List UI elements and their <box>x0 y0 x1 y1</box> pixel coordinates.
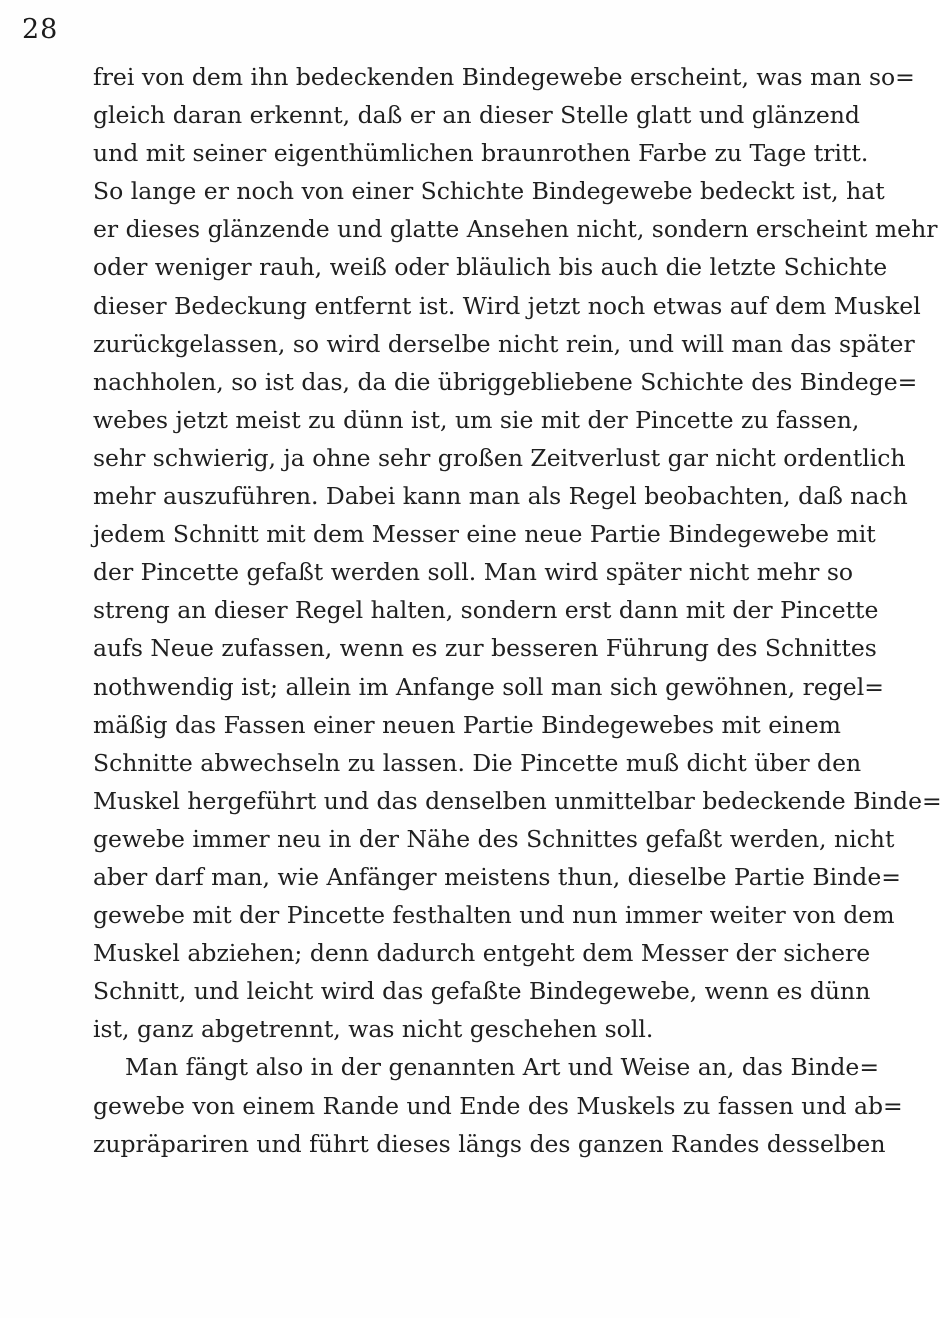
page-number: 28 <box>22 14 59 45</box>
text-line: sehr schwierig, ja ohne sehr großen Zeitverlust gar nicht ordentlich <box>93 443 906 472</box>
text-line: nothwendig ist; allein im Anfange soll man sich gewöhnen, regel= <box>93 672 884 701</box>
text-line: Schnitt, und leicht wird das gefaßte Bindegewebe, wenn es dünn <box>93 977 871 1006</box>
text-line: Man fängt also in der genannten Art und Weise an, das Binde= <box>125 1053 880 1082</box>
text-line: der Pincette gefaßt werden soll. Man wird später nicht mehr so <box>93 558 854 587</box>
text-line: gewebe mit der Pincette festhalten und nun immer weiter von dem <box>93 901 895 930</box>
text-line: nachholen, so ist das, da die übriggebliebene Schichte des Bindege= <box>93 367 918 396</box>
text-line: gewebe immer neu in der Nähe des Schnittes gefaßt werden, nicht <box>93 824 895 853</box>
text-line: gewebe von einem Rande und Ende des Muskels zu fassen und ab= <box>93 1091 903 1120</box>
text-line: streng an dieser Regel halten, sondern erst dann mit der Pincette <box>93 596 879 625</box>
text-line: aufs Neue zufassen, wenn es zur besseren Führung des Schnittes <box>93 634 877 663</box>
text-line: gleich daran erkennt, daß er an dieser Stelle glatt und glänzend <box>93 101 860 130</box>
text-line: aber darf man, wie Anfänger meistens thun, dieselbe Partie Binde= <box>93 862 901 891</box>
text-line: So lange er noch von einer Schichte Bindegewebe bedeckt ist, hat <box>93 177 885 206</box>
text-line: Muskel abziehen; denn dadurch entgeht dem Messer der sichere <box>93 939 871 968</box>
text-line: mehr auszuführen. Dabei kann man als Regel beobachten, daß nach <box>93 482 908 511</box>
text-line: ist, ganz abgetrennt, was nicht geschehen soll. <box>93 1015 654 1044</box>
text-line: er dieses glänzende und glatte Ansehen nicht, sondern erscheint mehr <box>93 215 938 244</box>
text-line: dieser Bedeckung entfernt ist. Wird jetzt noch etwas auf dem Muskel <box>93 291 921 320</box>
text-line: oder weniger rauh, weiß oder bläulich bis auch die letzte Schichte <box>93 253 888 282</box>
text-line: jedem Schnitt mit dem Messer eine neue Partie Bindegewebe mit <box>93 520 876 549</box>
text-line: und mit seiner eigenthümlichen braunrothen Farbe zu Tage tritt. <box>93 139 869 168</box>
body-text <box>93 58 942 1163</box>
text-line: Schnitte abwechseln zu lassen. Die Pincette muß dicht über den <box>93 748 862 777</box>
text-line: frei von dem ihn bedeckenden Bindegewebe erscheint, was man so= <box>93 63 915 91</box>
text-line: webes jetzt meist zu dünn ist, um sie mit der Pincette zu fassen, <box>93 405 860 434</box>
text-line: mäßig das Fassen einer neuen Partie Bindegewebes mit einem <box>93 710 841 739</box>
text-line: zupräpariren und führt dieses längs des ganzen Randes desselben <box>93 1129 886 1158</box>
text-line: Muskel hergeführt und das denselben unmittelbar bedeckende Binde= <box>93 786 942 815</box>
text-line: zurückgelassen, so wird derselbe nicht rein, und will man das später <box>93 329 915 358</box>
